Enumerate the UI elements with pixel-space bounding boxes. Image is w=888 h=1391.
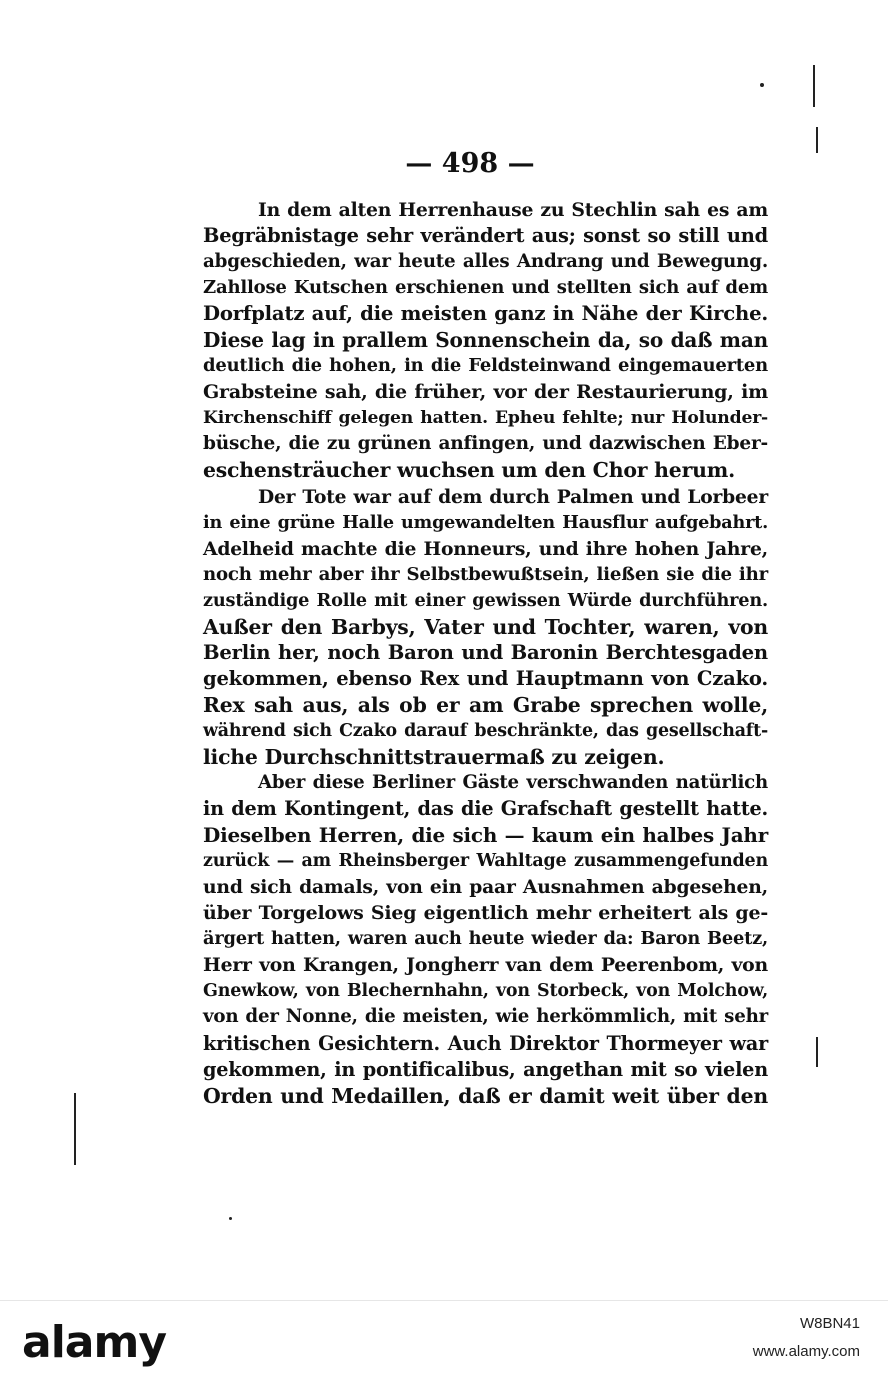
scan-edge-mark-right-bottom <box>816 1037 818 1067</box>
text-line: abgeschieden, war heute alles Andrang und Bewegung. <box>203 251 768 273</box>
text-line: gekommen, ebenso Rex und Hauptmann von Czako. <box>203 666 768 690</box>
text-line: Außer den Barbys, Vater und Tochter, waren, von <box>203 614 768 639</box>
text-line: über Torgelows Sieg eigentlich mehr erheitert als ge- <box>203 902 768 925</box>
text-line: kritischen Gesichtern. Auch Direktor Thormeyer war <box>203 1031 768 1055</box>
scan-dot-bottom <box>229 1217 232 1220</box>
text-line: noch mehr aber ihr Selbstbewußtsein, ließen sie die ihr <box>203 563 768 585</box>
text-line: Grabsteine sah, die früher, vor der Restaurierung, im <box>203 381 768 404</box>
text-line: Berlin her, noch Baron und Baronin Berchtesgaden <box>203 640 768 664</box>
text-line: liche Durchschnittstrauermaß zu zeigen. <box>203 744 665 769</box>
text-line: Kirchenschiff gelegen hatten. Epheu fehlte; nur Holunder- <box>203 408 768 429</box>
image-id: W8BN41 <box>799 1315 860 1332</box>
text-line: Begräbnistage sehr verändert aus; sonst so still und <box>203 224 768 248</box>
text-line: gekommen, in pontificalibus, angethan mit so vielen <box>203 1057 768 1081</box>
text-line: büsche, die zu grünen anfingen, und dazwischen Eber- <box>203 433 768 455</box>
stock-footer-bar <box>0 1300 888 1391</box>
site-url: www.alamy.com <box>752 1343 860 1360</box>
text-line: Adelheid machte die Honneurs, und ihre hohen Jahre, <box>203 537 768 560</box>
text-line: Der Tote war auf dem durch Palmen und Lorbeer <box>258 485 768 508</box>
page-number: — 498 — <box>405 148 535 179</box>
scan-edge-mark-left <box>74 1093 76 1165</box>
text-line: in eine grüne Halle umgewandelten Hausflur aufgebahrt. <box>203 511 768 533</box>
text-line: Herr von Krangen, Jongherr van dem Peerenbom, von <box>203 954 768 977</box>
text-line: Orden und Medaillen, daß er damit weit über den <box>203 1083 768 1108</box>
text-line: Dorfplatz auf, die meisten ganz in Nähe der Kirche. <box>203 302 768 326</box>
text-line: Diese lag in prallem Sonnenschein da, so daß man <box>203 328 768 353</box>
text-line: Aber diese Berliner Gäste verschwanden natürlich <box>258 772 768 794</box>
body-text <box>203 197 768 1109</box>
text-line: Dieselben Herren, die sich — kaum ein halbes Jahr <box>203 823 768 848</box>
text-line: ärgert hatten, waren auch heute wieder da: Baron Beetz, <box>203 928 768 950</box>
text-line: zurück — am Rheinsberger Wahltage zusammengefunden <box>203 851 768 872</box>
text-line: Zahllose Kutschen erschienen und stellten sich auf dem <box>203 277 768 299</box>
scan-dot-right <box>760 83 764 87</box>
text-line: deutlich die hohen, in die Feldsteinwand eingemauerten <box>203 355 768 377</box>
alamy-logo: alamy <box>22 1317 166 1368</box>
text-line: von der Nonne, die meisten, wie herkömmlich, mit sehr <box>203 1006 768 1028</box>
text-line: während sich Czako darauf beschränkte, das gesellschaft- <box>203 720 768 741</box>
text-line: In dem alten Herrenhause zu Stechlin sah es am <box>258 199 768 221</box>
text-line: eschensträucher wuchsen um den Chor herum. <box>203 458 736 483</box>
text-line: zuständige Rolle mit einer gewissen Würde durchführen. <box>203 589 768 611</box>
text-line: in dem Kontingent, das die Grafschaft gestellt hatte. <box>203 797 768 821</box>
text-line: Rex sah aus, als ob er am Grabe sprechen wolle, <box>203 692 768 717</box>
text-line: Gnewkow, von Blechernhahn, von Storbeck, von Molchow, <box>203 981 768 1002</box>
scan-edge-mark-right-top <box>813 65 815 107</box>
text-line: und sich damals, von ein paar Ausnahmen abgesehen, <box>203 876 768 899</box>
